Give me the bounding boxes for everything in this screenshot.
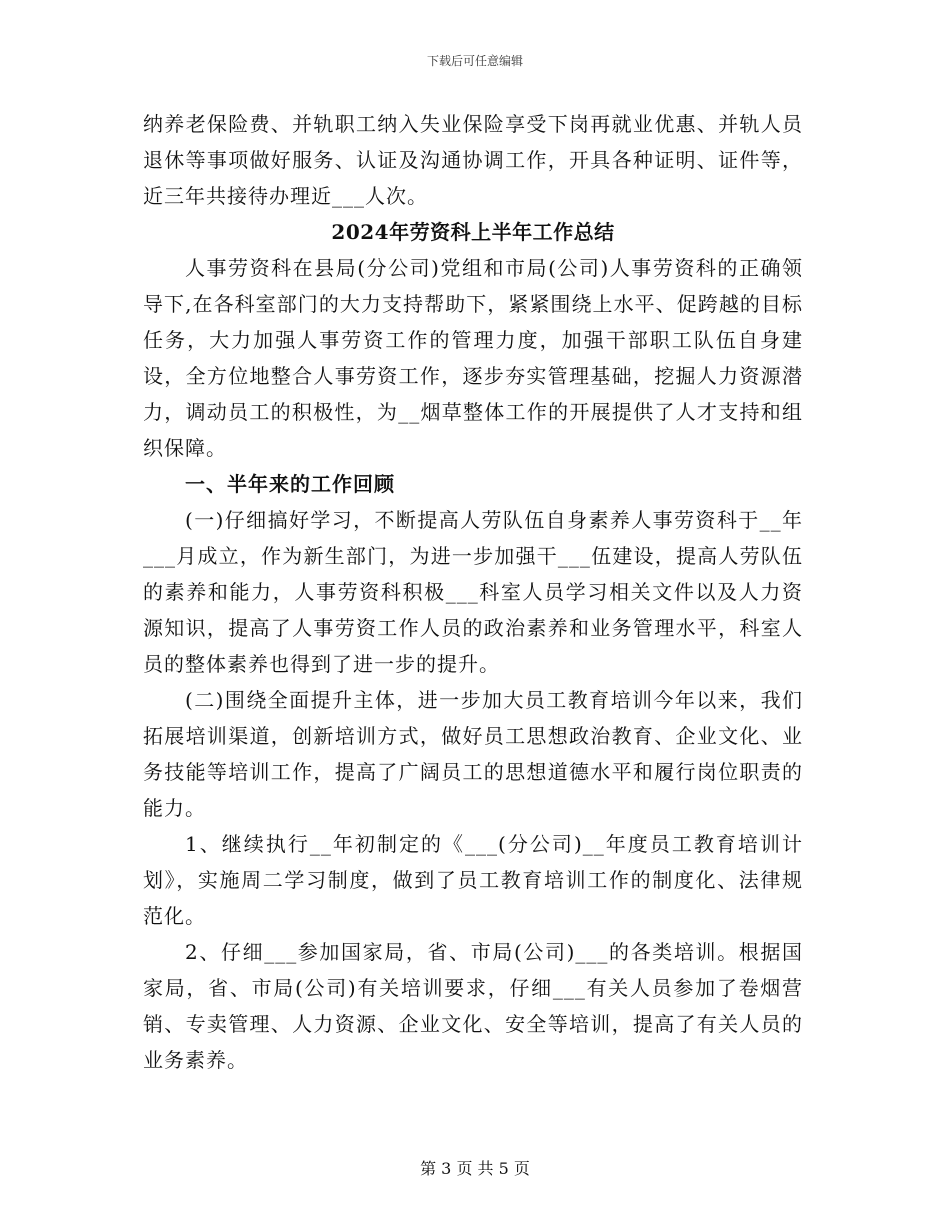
- document-body: [143, 106, 803, 1078]
- intro-paragraph: 人事劳资科在县局(分公司)党组和市局(公司)人事劳资科的正确领导下,在各科室部门的大力支持帮助下，紧紧围绕上水平、促跨越的目标任务，大力加强人事劳资工作的管理力度，加强干部职工队伍自身建设，全方位地整合人事劳资工作，逐步夯实管理基础，挖掘人力资源潜力，调动员工的积极性，为__烟草整体工作的开展提供了人才支持和组织保障。: [143, 256, 803, 460]
- item-one-paragraph: (一)仔细搞好学习，不断提高人劳队伍自身素养人事劳资科于__年___月成立，作为新生部门，为进一步加强干___伍建设，提高人劳队伍的素养和能力，人事劳资科积极___科室人员学习相关文件以及人力资源知识，提高了人事劳资工作人员的政治素养和业务管理水平，科室人员的整体素养也得到了进一步的提升。: [143, 508, 803, 676]
- continuation-paragraph: 纳养老保险费、并轨职工纳入失业保险享受下岗再就业优惠、并轨人员退休等事项做好服务、认证及沟通协调工作，开具各种证明、证件等，近三年共接待办理近___人次。: [143, 112, 803, 208]
- item-two-paragraph: (二)围绕全面提升主体，进一步加大员工教育培训今年以来，我们拓展培训渠道，创新培训方式，做好员工思想政治教育、企业文化、业务技能等培训工作，提高了广阔员工的思想道德水平和履行岗位职责的能力。: [143, 688, 803, 820]
- page-indicator: 第 3 页 共 5 页: [420, 1159, 530, 1178]
- header-note: 下载后可任意编辑: [426, 54, 523, 68]
- document-title: 2024年劳资科上半年工作总结: [331, 220, 615, 244]
- section-heading-review: 一、半年来的工作回顾: [185, 472, 395, 496]
- point-one-paragraph: 1、继续执行__年初制定的《___(分公司)__年度员工教育培训计划》，实施周二学习制度，做到了员工教育培训工作的制度化、法律规范化。: [143, 832, 803, 928]
- point-two-paragraph: 2、仔细___参加国家局，省、市局(公司)___的各类培训。根据国家局，省、市局(公司)有关培训要求，仔细___有关人员参加了卷烟营销、专卖管理、人力资源、企业文化、安全等培训，提高了有关人员的业务素养。: [143, 940, 803, 1072]
